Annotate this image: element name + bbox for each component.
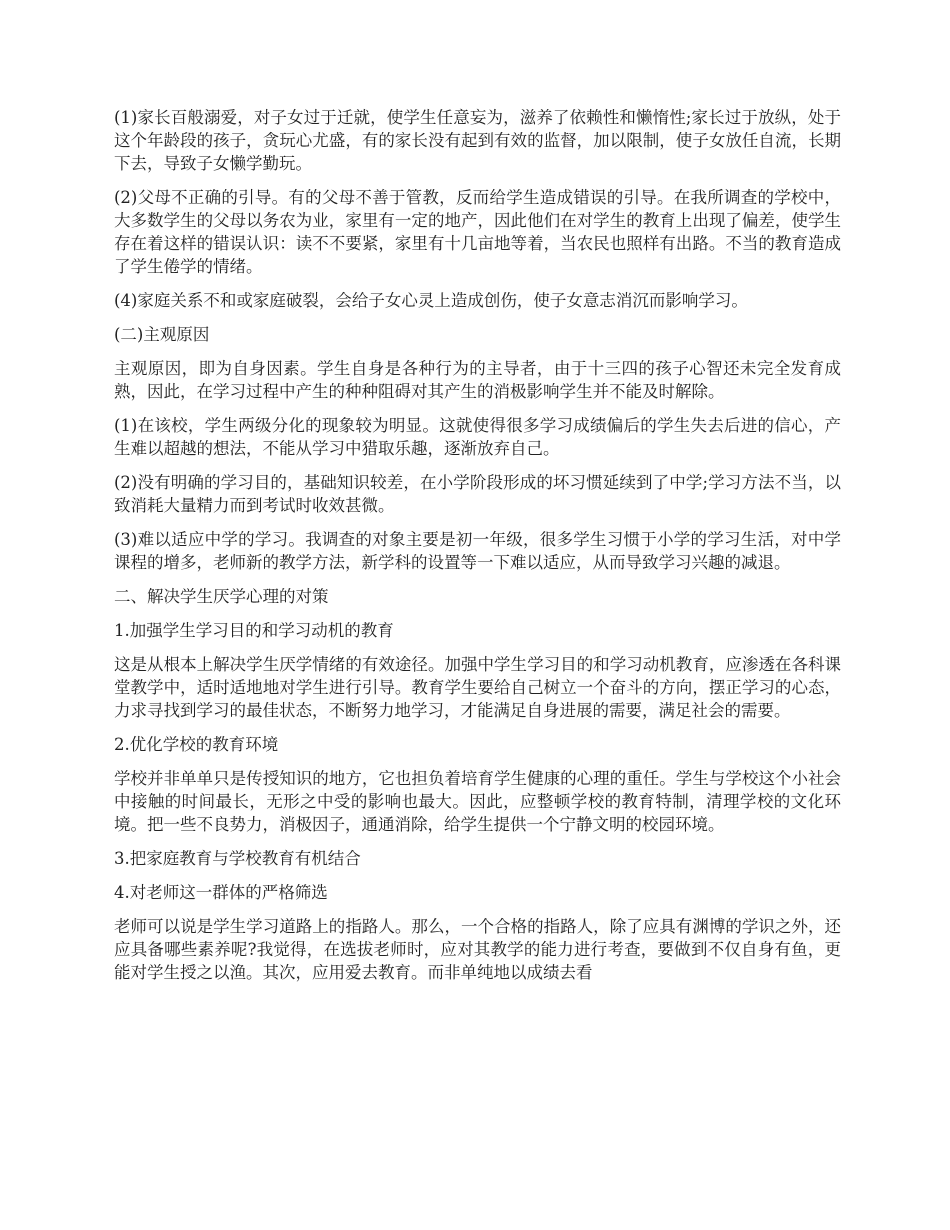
paragraph-parental-spoiling: (1)家长百般溺爱，对子女过于迁就，使学生任意妄为，滋养了依赖性和懒惰性;家长过于放纵，处于这个年龄段的孩子，贪玩心尤盛，有的家长没有起到有效的监督，加以限制，使子女放任自流，长期下去，导致子女懒学勤玩。 [114,108,841,173]
subheading-family-school-combination: 3.把家庭教育与学校教育有机结合 [114,849,361,868]
paragraph-family-discord: (4)家庭关系不和或家庭破裂，会给子女心灵上造成创伤，使子女意志消沉而影响学习。 [114,291,748,310]
paragraph-subjective-intro: 主观原因，即为自身因素。学生自身是各种行为的主导者，由于十三四的孩子心智还未完全发育成熟，因此，在学习过程中产生的种种阻碍对其产生的消极影响学生并不能及时解除。 [114,359,841,401]
paragraph-teacher-screening: 老师可以说是学生学习道路上的指路人。那么，一个合格的指路人，除了应具有渊博的学识之外，还应具备哪些素养呢?我觉得，在选拔老师时，应对其教学的能力进行考查，要做到不仅自身有鱼，更能对学生授之以渔。其次，应用爱去教育。而非单纯地以成绩去看 [114,917,841,982]
subheading-teacher-screening: 4.对老师这一群体的严格筛选 [114,883,328,902]
section-heading-subjective-reasons: (二)主观原因 [114,325,210,344]
paragraph-learning-motivation: 这是从根本上解决学生厌学情绪的有效途径。加强中学生学习目的和学习动机教育，应渗透在各科课堂教学中，适时适地地对学生进行引导。教育学生要给自己树立一个奋斗的方向，摆正学习的心态，力求寻找到学习的最佳状态，不断努力地学习，才能满足自身进展的需要，满足社会的需要。 [114,655,841,720]
paragraph-school-environment: 学校并非单单只是传授知识的地方，它也担负着培育学生健康的心理的重任。学生与学校这个小社会中接触的时间最长，无形之中受的影响也最大。因此，应整顿学校的教育特制，清理学校的文化环境。把一些不良势力，消极因子，通通消除，给学生提供一个宁静文明的校园环境。 [114,769,841,834]
paragraph-no-clear-goal: (2)没有明确的学习目的，基础知识较差，在小学阶段形成的坏习惯延续到了中学;学习方法不当，以致消耗大量精力而到考试时收效甚微。 [114,473,841,515]
section-heading-countermeasures: 二、解决学生厌学心理的对策 [114,587,329,606]
paragraph-improper-guidance: (2)父母不正确的引导。有的父母不善于管教，反而给学生造成错误的引导。在我所调查的学校中，大多数学生的父母以务农为业，家里有一定的地产，因此他们在对学生的教育上出现了偏差，使学生存在着这样的错误认识：读不不要紧，家里有十几亩地等着，当农民也照样有出路。不当的教育造成了学生倦学的情绪。 [114,188,841,276]
subheading-school-environment: 2.优化学校的教育环境 [114,735,279,754]
paragraph-polarization: (1)在该校，学生两级分化的现象较为明显。这就使得很多学习成绩偏后的学生失去后进的信心，产生难以超越的想法，不能从学习中猎取乐趣，逐渐放弃自己。 [114,416,841,458]
subheading-learning-motivation: 1.加强学生学习目的和学习动机的教育 [114,621,394,640]
document-body [114,106,841,995]
paragraph-adaptation: (3)难以适应中学的学习。我调查的对象主要是初一年级，很多学生习惯于小学的学习生活，对中学课程的增多，老师新的教学方法，新学科的设置等一下难以适应，从而导致学习兴趣的减退。 [114,530,841,572]
